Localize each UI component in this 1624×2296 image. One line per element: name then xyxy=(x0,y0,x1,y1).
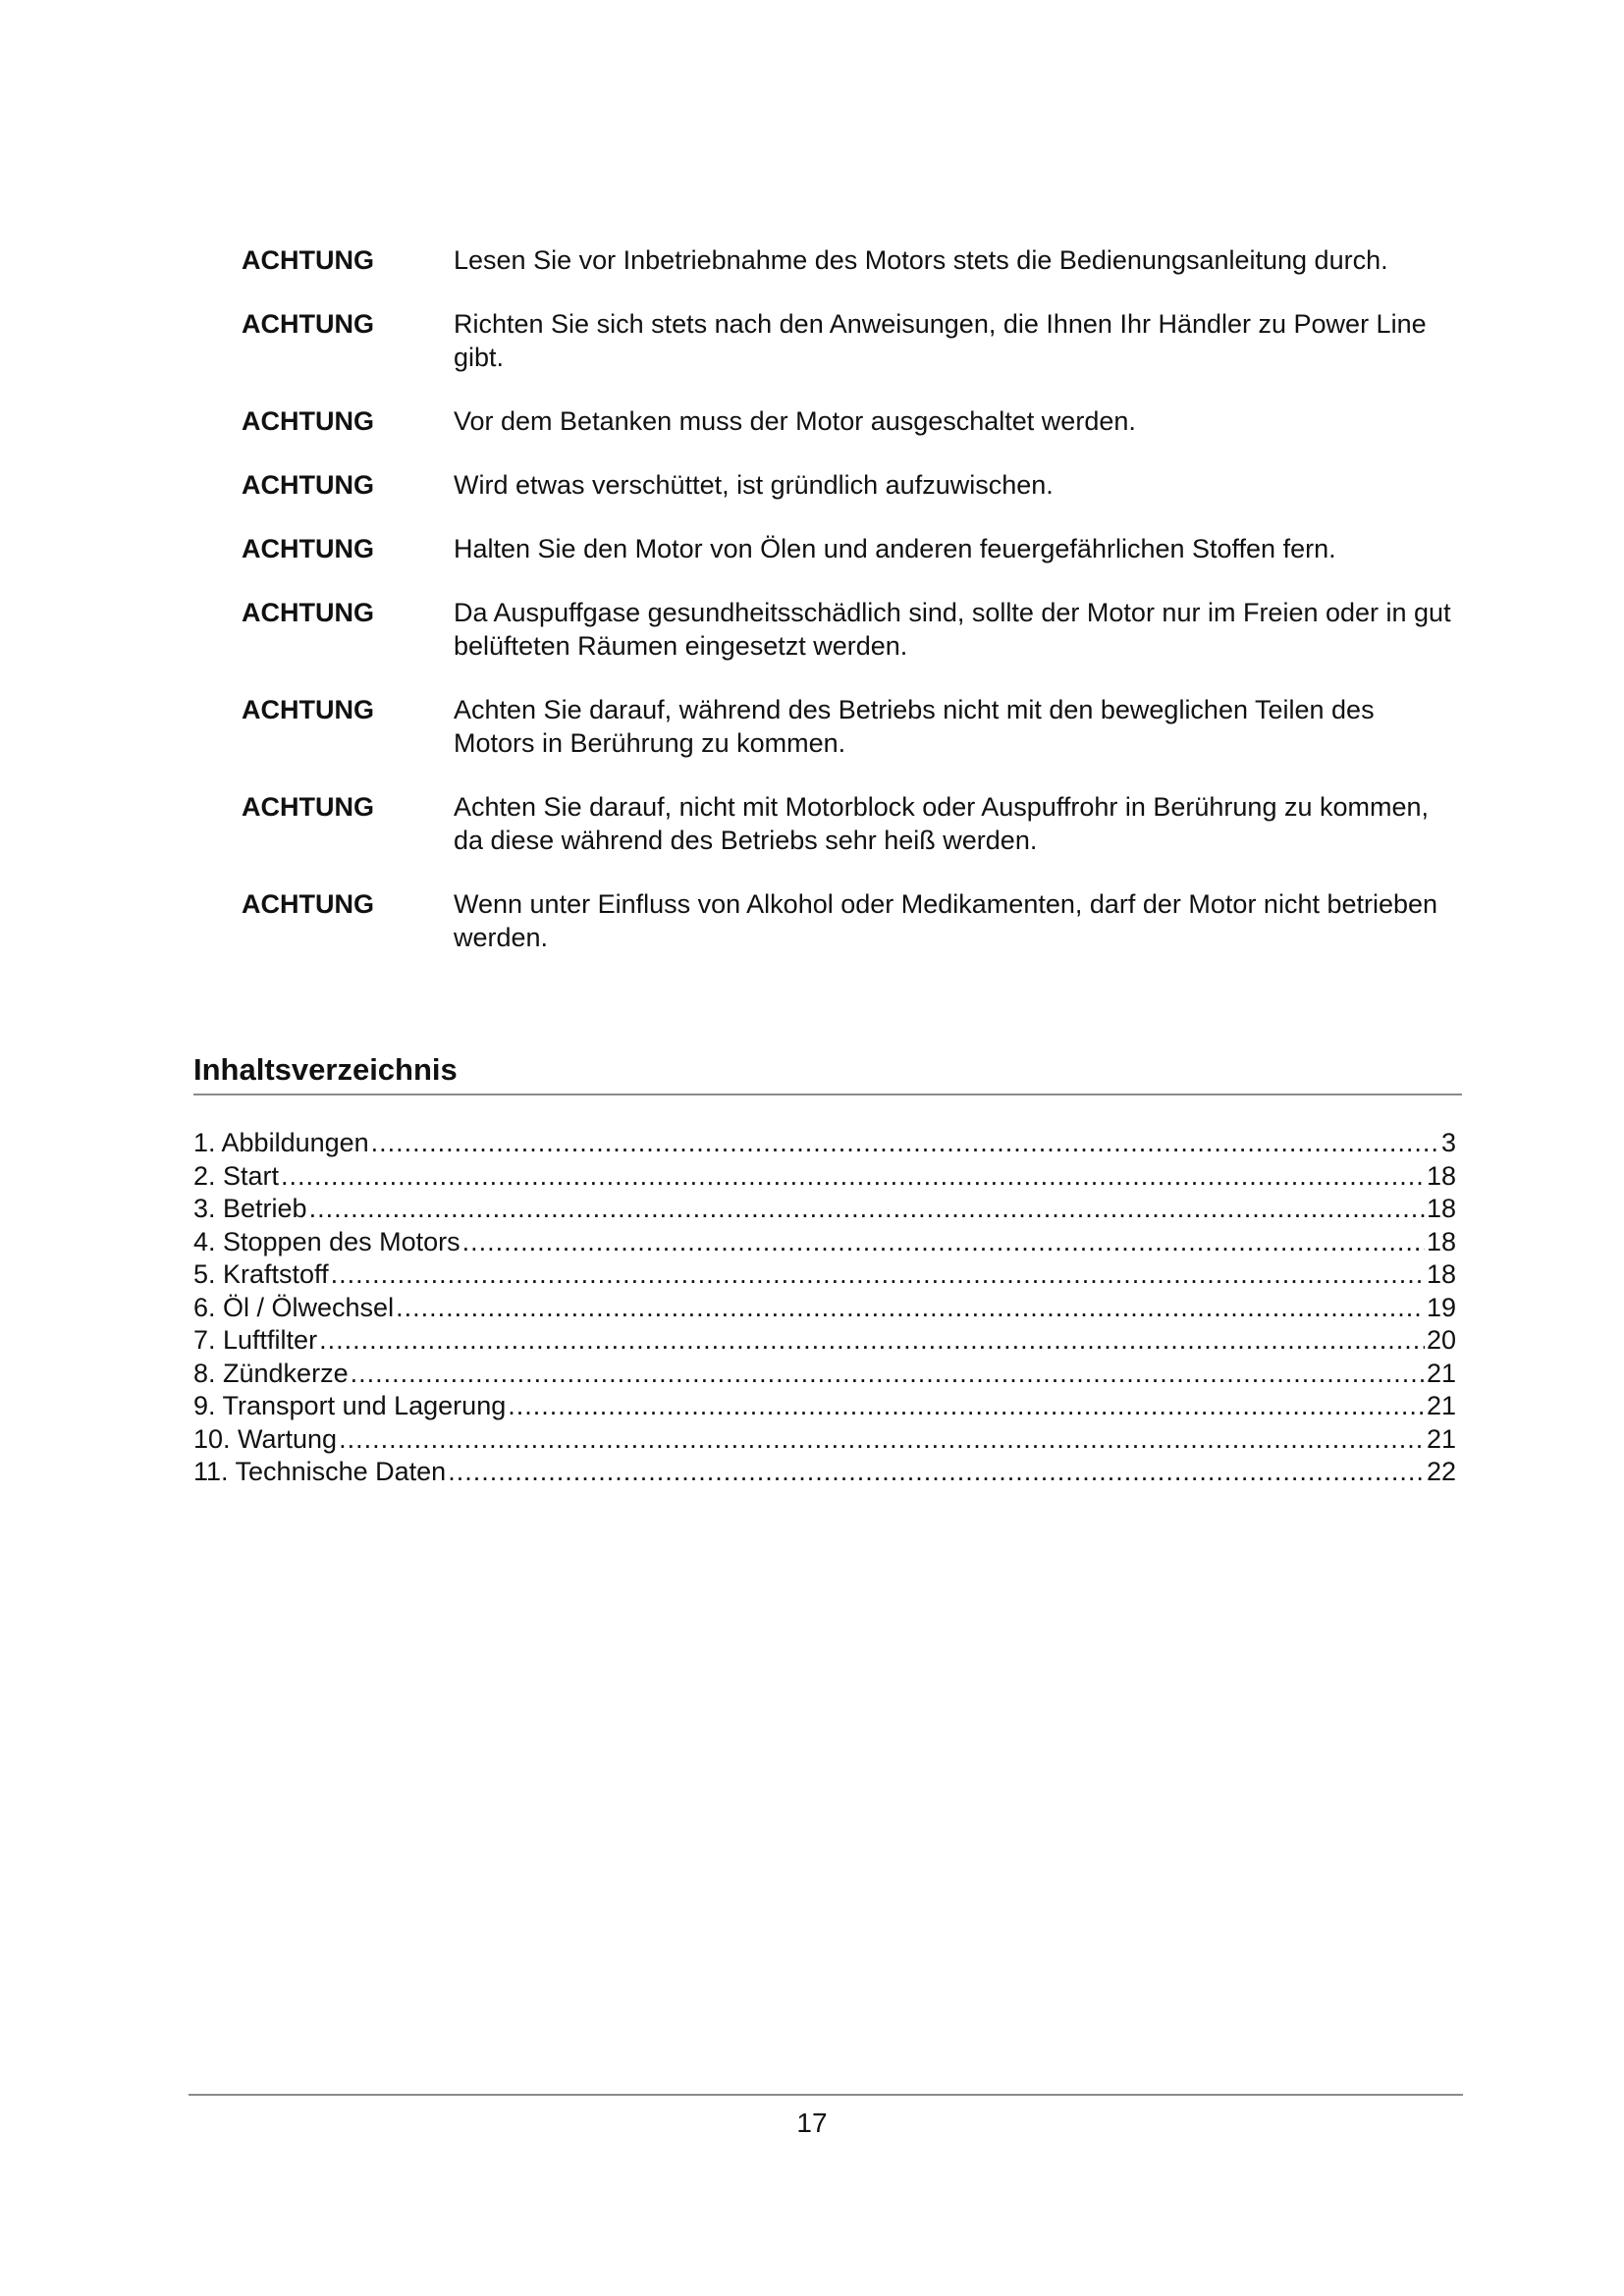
toc-entry[interactable] xyxy=(193,1292,1456,1325)
warning-text: Vor dem Betanken muss der Motor ausgeschaltet werden. xyxy=(454,406,1136,436)
toc-entry-page: 20 xyxy=(1426,1325,1456,1355)
warning-item xyxy=(242,532,1459,565)
toc-entry[interactable] xyxy=(193,1358,1456,1391)
warning-label: ACHTUNG xyxy=(242,792,374,822)
warning-label: ACHTUNG xyxy=(242,889,374,919)
warning-item xyxy=(242,307,1459,374)
toc-entry[interactable] xyxy=(193,1456,1456,1489)
toc-entry[interactable] xyxy=(193,1324,1456,1358)
warning-label: ACHTUNG xyxy=(242,309,374,339)
toc-leader-dots xyxy=(309,1193,1425,1226)
toc-entry[interactable] xyxy=(193,1226,1456,1259)
toc-entry-title: 5. Kraftstoff xyxy=(193,1259,329,1289)
warning-text: Achten Sie darauf, während des Betriebs nicht mit den beweglichen Teilen des Motors in Berührung zu kommen. xyxy=(454,695,1375,758)
warning-label: ACHTUNG xyxy=(242,695,374,724)
toc-leader-dots xyxy=(319,1324,1425,1358)
warning-item xyxy=(242,243,1459,277)
warning-item xyxy=(242,887,1459,954)
page-number: 17 xyxy=(796,2108,828,2138)
toc-entry[interactable] xyxy=(193,1160,1456,1194)
toc-entry[interactable] xyxy=(193,1193,1456,1226)
warning-item xyxy=(242,404,1459,438)
warning-item xyxy=(242,693,1459,760)
warning-item xyxy=(242,468,1459,502)
toc-entry-page: 18 xyxy=(1426,1160,1456,1191)
warnings-list xyxy=(242,243,1459,985)
toc-entry-title: 3. Betrieb xyxy=(193,1194,307,1223)
warning-item xyxy=(242,596,1459,663)
warning-item xyxy=(242,790,1459,857)
toc-leader-dots xyxy=(462,1226,1425,1259)
warning-label: ACHTUNG xyxy=(242,245,374,275)
warning-text: Halten Sie den Motor von Ölen und anderen feuergefährlichen Stoffen fern. xyxy=(454,534,1336,563)
warning-label: ACHTUNG xyxy=(242,470,374,500)
toc-entry-page: 22 xyxy=(1426,1457,1456,1486)
warning-text: Achten Sie darauf, nicht mit Motorblock oder Auspuffrohr in Berührung zu kommen, da diese während des Betriebs sehr heiß werden. xyxy=(454,792,1430,855)
toc-entry-page: 21 xyxy=(1426,1391,1456,1420)
toc-leader-dots xyxy=(351,1358,1425,1391)
toc-entry-title: 10. Wartung xyxy=(193,1423,338,1454)
toc-entry[interactable] xyxy=(193,1423,1456,1457)
toc-leader-dots xyxy=(371,1127,1439,1160)
toc-entry-title: 6. Öl / Ölwechsel xyxy=(193,1292,395,1322)
toc-entry-page: 21 xyxy=(1426,1423,1456,1454)
warning-text: Wird etwas verschüttet, ist gründlich aufzuwischen. xyxy=(454,470,1054,500)
toc-entry-page: 19 xyxy=(1426,1292,1456,1322)
toc-leader-dots xyxy=(396,1292,1425,1325)
table-of-contents xyxy=(193,1127,1456,1489)
warning-label: ACHTUNG xyxy=(242,534,374,563)
toc-leader-dots xyxy=(281,1160,1425,1194)
toc-leader-dots xyxy=(448,1456,1425,1489)
toc-leader-dots xyxy=(331,1258,1425,1292)
toc-entry-title: 11. Technische Daten xyxy=(193,1457,447,1486)
toc-entry-page: 18 xyxy=(1426,1194,1456,1223)
warning-label: ACHTUNG xyxy=(242,406,374,436)
toc-leader-dots xyxy=(339,1423,1425,1457)
warning-text: Lesen Sie vor Inbetriebnahme des Motors stets die Bedienungsanleitung durch. xyxy=(454,245,1388,275)
toc-entry-title: 4. Stoppen des Motors xyxy=(193,1226,460,1256)
toc-entry[interactable] xyxy=(193,1258,1456,1292)
toc-entry[interactable] xyxy=(193,1390,1456,1423)
warning-text: Wenn unter Einfluss von Alkohol oder Medikamenten, darf der Motor nicht betrieben werden. xyxy=(454,889,1438,952)
toc-entry-page: 21 xyxy=(1426,1358,1456,1388)
toc-leader-dots xyxy=(508,1390,1425,1423)
toc-entry-page: 18 xyxy=(1426,1259,1456,1289)
toc-entry-page: 3 xyxy=(1440,1128,1456,1157)
toc-entry-title: 1. Abbildungen xyxy=(193,1128,369,1157)
warning-text: Richten Sie sich stets nach den Anweisungen, die Ihnen Ihr Händler zu Power Line gibt. xyxy=(454,309,1427,372)
toc-entry-title: 9. Transport und Lagerung xyxy=(193,1391,507,1420)
toc-heading: Inhaltsverzeichnis xyxy=(193,1050,1462,1095)
warning-text: Da Auspuffgase gesundheitsschädlich sind, sollte der Motor nur im Freien oder in gut belüfteten Räumen eingesetzt werden. xyxy=(454,598,1451,661)
warning-label: ACHTUNG xyxy=(242,598,374,627)
toc-entry-title: 7. Luftfilter xyxy=(193,1325,318,1355)
toc-entry-title: 8. Zündkerze xyxy=(193,1358,349,1388)
toc-entry-title: 2. Start xyxy=(193,1160,280,1191)
toc-entry-page: 18 xyxy=(1426,1226,1456,1256)
footer-divider xyxy=(189,2094,1463,2096)
toc-entry[interactable] xyxy=(193,1127,1456,1160)
